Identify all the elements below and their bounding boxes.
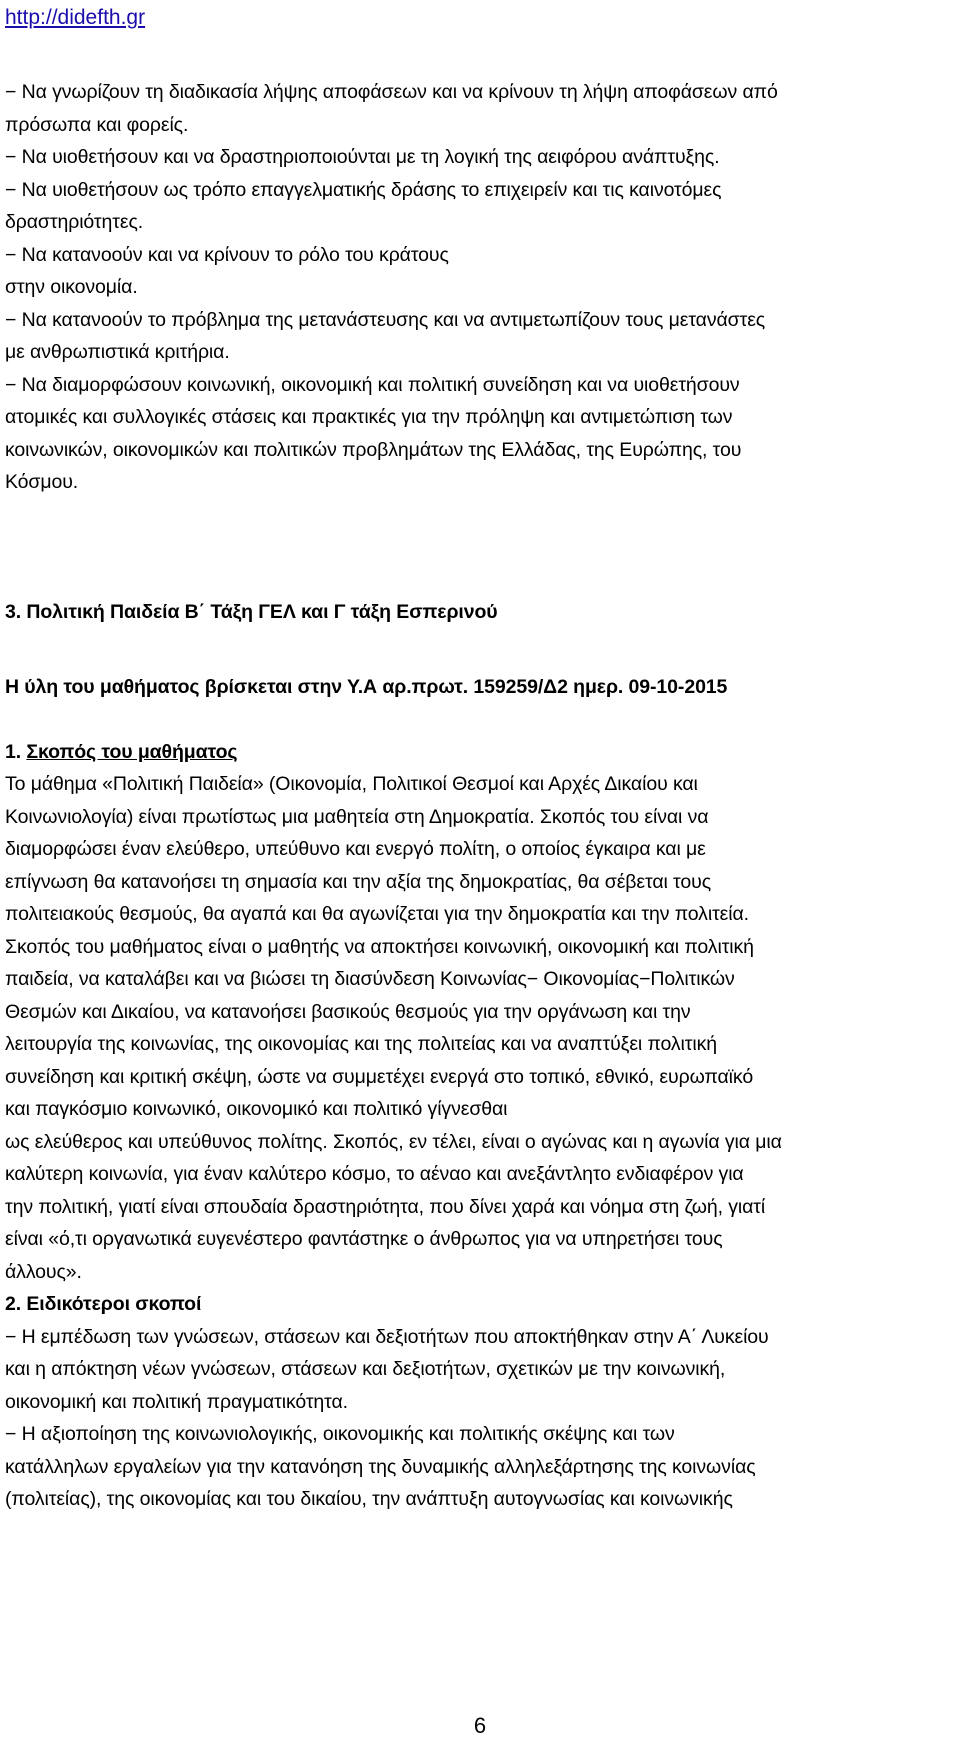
purpose-line: Θεσμών και Δικαίου, να κατανοήσει βασικούς θεσμούς για την οργάνωση και την <box>5 1001 691 1023</box>
specific-line: οικονομική και πολιτική πραγματικότητα. <box>5 1391 348 1413</box>
page-number: 6 <box>473 1713 487 1738</box>
purpose-heading <box>5 739 237 765</box>
intro-line: − Να γνωρίζουν τη διαδικασία λήψης αποφάσεων και να κρίνουν τη λήψη αποφάσεων από <box>5 81 778 103</box>
purpose-line: λειτουργία της κοινωνίας, της οικονομίας και της πολιτείας και να αναπτύξει πολιτική <box>5 1033 718 1055</box>
intro-line: Κόσμου. <box>5 471 79 493</box>
purpose-line: είναι «ό,τι οργανωτικά ευγενέστερο φαντάστηκε ο άνθρωπος για να υπηρετήσει τους <box>5 1228 723 1250</box>
specific-line: (πολιτείας), της οικονομίας και του δικαίου, την ανάπτυξη αυτογνωσίας και κοινωνικής <box>5 1488 733 1510</box>
intro-line: στην οικονομία. <box>5 276 138 298</box>
purpose-line: πολιτειακούς θεσμούς, θα αγαπά και θα αγωνίζεται για την δημοκρατία και την πολιτεία. <box>5 903 749 925</box>
purpose-line: συνείδηση και κριτική σκέψη, ώστε να συμμετέχει ενεργά στο τοπικό, εθνικό, ευρωπαϊκό <box>5 1066 754 1088</box>
purpose-line: και παγκόσμιο κοινωνικό, οικονομικό και πολιτικό γίγνεσθαι <box>5 1098 508 1120</box>
purpose-heading-number: 1. <box>5 741 27 763</box>
purpose-line: Το μάθημα «Πολιτική Παιδεία» (Οικονομία, Πολιτικοί Θεσμοί και Αρχές Δικαίου και <box>5 773 698 795</box>
specific-line: και η απόκτηση νέων γνώσεων, στάσεων και δεξιοτήτων, σχετικών με την κοινωνική, <box>5 1358 726 1380</box>
intro-line: − Να κατανοούν και να κρίνουν το ρόλο του κράτους <box>5 244 449 266</box>
section-subheading: Η ύλη του μαθήματος βρίσκεται στην Υ.Α αρ.πρωτ. 159259/Δ2 ημερ. 09-10-2015 <box>5 676 728 698</box>
intro-line: − Να διαμορφώσουν κοινωνική, οικονομική και πολιτική συνείδηση και να υιοθετήσουν <box>5 374 740 396</box>
purpose-line: Σκοπός του μαθήματος είναι ο μαθητής να αποκτήσει κοινωνική, οικονομική και πολιτική <box>5 936 754 958</box>
specific-line: − Η εμπέδωση των γνώσεων, στάσεων και δεξιοτήτων που αποκτήθηκαν στην Α΄ Λυκείου <box>5 1326 769 1348</box>
purpose-line: την πολιτική, γιατί είναι σπουδαία δραστηριότητα, που δίνει χαρά και νόημα στη ζωή, γιατί <box>5 1196 766 1218</box>
intro-line: − Να υιοθετήσουν και να δραστηριοποιούνται με τη λογική της αειφόρου ανάπτυξης. <box>5 146 720 168</box>
purpose-line: παιδεία, να καταλάβει και να βιώσει τη διασύνδεση Κοινωνίας− Οικονομίας−Πολιτικών <box>5 968 735 990</box>
purpose-line: Κοινωνιολογία) είναι πρωτίστως μια μαθητεία στη Δημοκρατία. Σκοπός του είναι να <box>5 806 709 828</box>
purpose-line: καλύτερη κοινωνία, για έναν καλύτερο κόσμο, το αέναο και ανεξάντλητο ενδιαφέρον για <box>5 1163 744 1185</box>
purpose-line: ως ελεύθερος και υπεύθυνος πολίτης. Σκοπός, εν τέλει, είναι ο αγώνας και η αγωνία για μια <box>5 1131 782 1153</box>
specific-line: − Η αξιοποίηση της κοινωνιολογικής, οικονομικής και πολιτικής σκέψης και των <box>5 1423 675 1445</box>
source-link[interactable]: http://didefth.gr <box>5 6 146 29</box>
purpose-line: διαμορφώσει έναν ελεύθερο, υπεύθυνο και ενεργό πολίτη, ο οποίος έγκαιρα και με <box>5 838 706 860</box>
intro-line: − Να υιοθετήσουν ως τρόπο επαγγελματικής δράσης το επιχειρείν και τις καινοτόμες <box>5 179 722 201</box>
intro-line: ατομικές και συλλογικές στάσεις και πρακτικές για την πρόληψη και αντιμετώπιση των <box>5 406 733 428</box>
intro-line: με ανθρωπιστικά κριτήρια. <box>5 341 230 363</box>
purpose-line: άλλους». <box>5 1261 82 1283</box>
intro-line: πρόσωπα και φορείς. <box>5 114 189 136</box>
intro-line: κοινωνικών, οικονομικών και πολιτικών προβλημάτων της Ελλάδας, της Ευρώπης, του <box>5 439 742 461</box>
purpose-line: επίγνωση θα κατανοήσει τη σημασία και την αξία της δημοκρατίας, θα σέβεται τους <box>5 871 711 893</box>
intro-line: − Να κατανοούν το πρόβλημα της μετανάστευσης και να αντιμετωπίζουν τους μετανάστες <box>5 309 766 331</box>
specific-line: κατάλληλων εργαλείων για την κατανόηση της δυναμικής αλληλεξάρτησης της κοινωνίας <box>5 1456 756 1478</box>
purpose-heading-text: Σκοπός του μαθήματος <box>26 741 238 763</box>
specific-heading: 2. Ειδικότεροι σκοποί <box>5 1293 202 1315</box>
section-heading: 3. Πολιτική Παιδεία Β΄ Τάξη ΓΕΛ και Γ τάξη Εσπερινού <box>5 601 498 623</box>
intro-line: δραστηριότητες. <box>5 211 144 233</box>
